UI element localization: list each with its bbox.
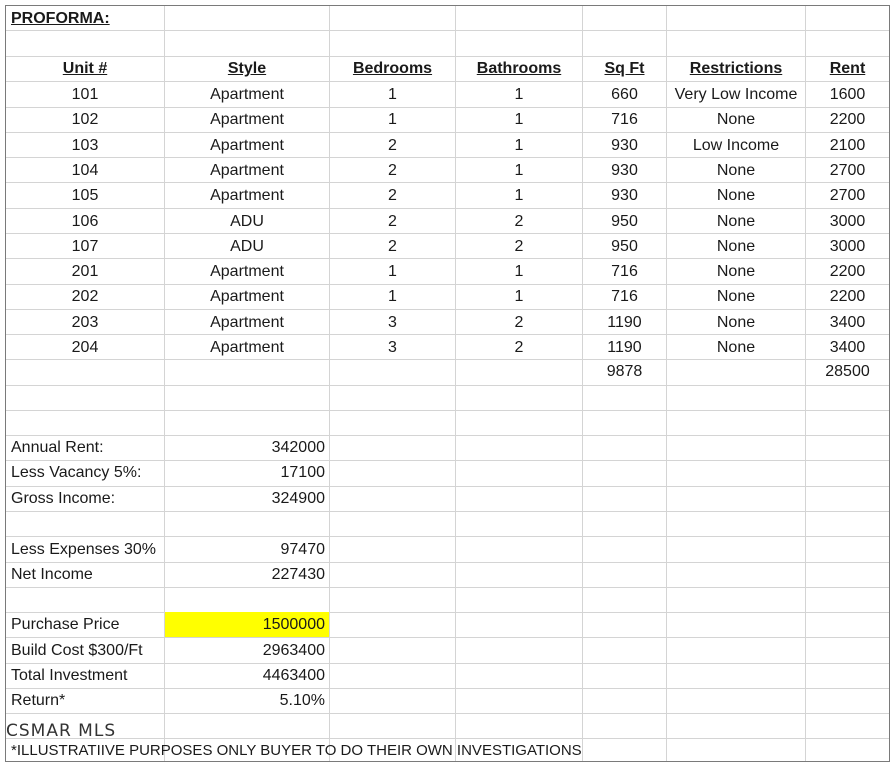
unit-rent: 2200 [829, 288, 866, 305]
unit-bathrooms: 1 [514, 288, 524, 305]
unit-rent: 2200 [829, 111, 866, 128]
unit-bedrooms: 1 [388, 288, 397, 305]
unit-style: Apartment [210, 288, 284, 305]
summary-label-gross-income: Gross Income: [11, 490, 116, 507]
header-rent: Rent [829, 60, 866, 77]
unit-bathrooms: 2 [514, 339, 524, 356]
unit-bathrooms: 1 [514, 86, 524, 103]
unit-rent: 3000 [829, 213, 866, 230]
total-sqft: 9878 [606, 363, 643, 380]
unit-restrictions: None [716, 213, 756, 230]
summary-label-total-investment: Total Investment [11, 667, 128, 684]
unit-sqft: 930 [611, 162, 638, 179]
grid-row-line [6, 410, 889, 411]
unit-bedrooms: 1 [388, 86, 397, 103]
unit-rent: 3400 [829, 339, 866, 356]
unit-restrictions: None [716, 339, 756, 356]
summary-value-return: 5.10% [279, 692, 325, 709]
unit-restrictions: Low Income [692, 137, 780, 154]
unit-bedrooms: 1 [388, 263, 397, 280]
unit-bedrooms: 1 [388, 111, 397, 128]
summary-value-annual-rent: 342000 [271, 439, 325, 456]
unit-bedrooms: 2 [388, 238, 397, 255]
unit-style: Apartment [210, 314, 284, 331]
sheet-title: PROFORMA: [11, 10, 110, 27]
grid-row-line [6, 612, 889, 613]
unit-bathrooms: 1 [514, 137, 524, 154]
unit-bathrooms: 1 [514, 263, 524, 280]
unit-bedrooms: 3 [388, 339, 397, 356]
unit-sqft: 716 [611, 288, 638, 305]
unit-sqft: 1190 [607, 314, 642, 331]
footnote: *ILLUSTRATIIVE PURPOSES ONLY BUYER TO DO THEIR OWN INVESTIGATIONS [11, 742, 582, 759]
header-bathrooms: Bathrooms [476, 60, 562, 77]
unit-rent: 2700 [829, 162, 866, 179]
unit-number: 103 [71, 137, 99, 154]
grid-row-line [6, 562, 889, 563]
summary-value-total-investment: 4463400 [262, 667, 325, 684]
unit-style: Apartment [210, 111, 284, 128]
unit-sqft: 950 [611, 238, 638, 255]
unit-sqft: 660 [611, 86, 638, 103]
summary-value-purchase-price: 1500000 [262, 616, 325, 633]
unit-number: 101 [71, 86, 99, 103]
summary-label-annual-rent: Annual Rent: [11, 439, 104, 456]
summary-value-expenses: 97470 [280, 541, 325, 558]
unit-sqft: 930 [611, 137, 638, 154]
unit-style: Apartment [210, 339, 284, 356]
unit-rent: 2700 [829, 187, 866, 204]
unit-sqft: 1190 [607, 339, 642, 356]
unit-style: Apartment [210, 162, 284, 179]
unit-rent: 1600 [829, 86, 866, 103]
unit-number: 106 [71, 213, 99, 230]
header-sqft: Sq Ft [604, 60, 645, 77]
summary-value-vacancy: 17100 [280, 464, 325, 481]
unit-rent: 2200 [829, 263, 866, 280]
unit-number: 204 [71, 339, 99, 356]
unit-bedrooms: 2 [388, 213, 397, 230]
grid-row-line [6, 435, 889, 436]
unit-restrictions: None [716, 263, 756, 280]
unit-rent: 3400 [829, 314, 866, 331]
unit-number: 201 [71, 263, 99, 280]
unit-restrictions: None [716, 288, 756, 305]
unit-style: Apartment [210, 137, 284, 154]
unit-bedrooms: 2 [388, 187, 397, 204]
unit-restrictions: None [716, 111, 756, 128]
summary-value-gross-income: 324900 [271, 490, 325, 507]
unit-restrictions: None [716, 187, 756, 204]
unit-style: ADU [230, 213, 264, 230]
grid-row-line [6, 30, 889, 31]
summary-value-build-cost: 2963400 [262, 642, 325, 659]
grid-row-line [6, 663, 889, 664]
unit-bedrooms: 2 [388, 137, 397, 154]
summary-label-expenses: Less Expenses 30% [11, 541, 156, 558]
grid-row-line [6, 587, 889, 588]
unit-restrictions: None [716, 162, 756, 179]
unit-rent: 3000 [829, 238, 866, 255]
mls-watermark: CSMAR MLS [6, 721, 117, 741]
unit-sqft: 716 [611, 263, 638, 280]
header-unit: Unit # [62, 60, 108, 77]
unit-bathrooms: 2 [514, 314, 524, 331]
unit-rent: 2100 [829, 137, 866, 154]
grid-row-line [6, 385, 889, 386]
unit-restrictions: None [716, 238, 756, 255]
unit-number: 107 [71, 238, 99, 255]
total-rent: 28500 [825, 363, 870, 380]
grid-row-line [6, 511, 889, 512]
unit-sqft: 930 [611, 187, 638, 204]
unit-bathrooms: 1 [514, 111, 524, 128]
unit-number: 102 [71, 111, 99, 128]
unit-number: 202 [71, 288, 99, 305]
unit-bathrooms: 2 [514, 213, 524, 230]
unit-restrictions: None [716, 314, 756, 331]
summary-label-build-cost: Build Cost $300/Ft [11, 642, 143, 659]
unit-bathrooms: 1 [514, 162, 524, 179]
unit-number: 203 [71, 314, 99, 331]
grid-row-line [6, 486, 889, 487]
summary-label-purchase-price: Purchase Price [11, 616, 120, 633]
unit-number: 105 [71, 187, 99, 204]
unit-style: Apartment [210, 187, 284, 204]
unit-style: ADU [230, 238, 264, 255]
unit-bathrooms: 2 [514, 238, 524, 255]
summary-label-net-income: Net Income [11, 566, 93, 583]
header-bedrooms: Bedrooms [352, 60, 433, 77]
summary-value-net-income: 227430 [271, 566, 325, 583]
summary-label-vacancy: Less Vacancy 5%: [11, 464, 142, 481]
unit-bedrooms: 2 [388, 162, 397, 179]
header-restrictions: Restrictions [689, 60, 783, 77]
unit-sqft: 716 [611, 111, 638, 128]
unit-bedrooms: 3 [388, 314, 397, 331]
unit-number: 104 [71, 162, 99, 179]
unit-bathrooms: 1 [514, 187, 524, 204]
header-style: Style [227, 60, 267, 77]
grid-row-line [6, 713, 889, 714]
unit-sqft: 950 [611, 213, 638, 230]
unit-style: Apartment [210, 86, 284, 103]
grid-row-line [6, 688, 889, 689]
summary-label-return: Return* [11, 692, 66, 709]
unit-restrictions: Very Low Income [674, 86, 798, 103]
unit-style: Apartment [210, 263, 284, 280]
